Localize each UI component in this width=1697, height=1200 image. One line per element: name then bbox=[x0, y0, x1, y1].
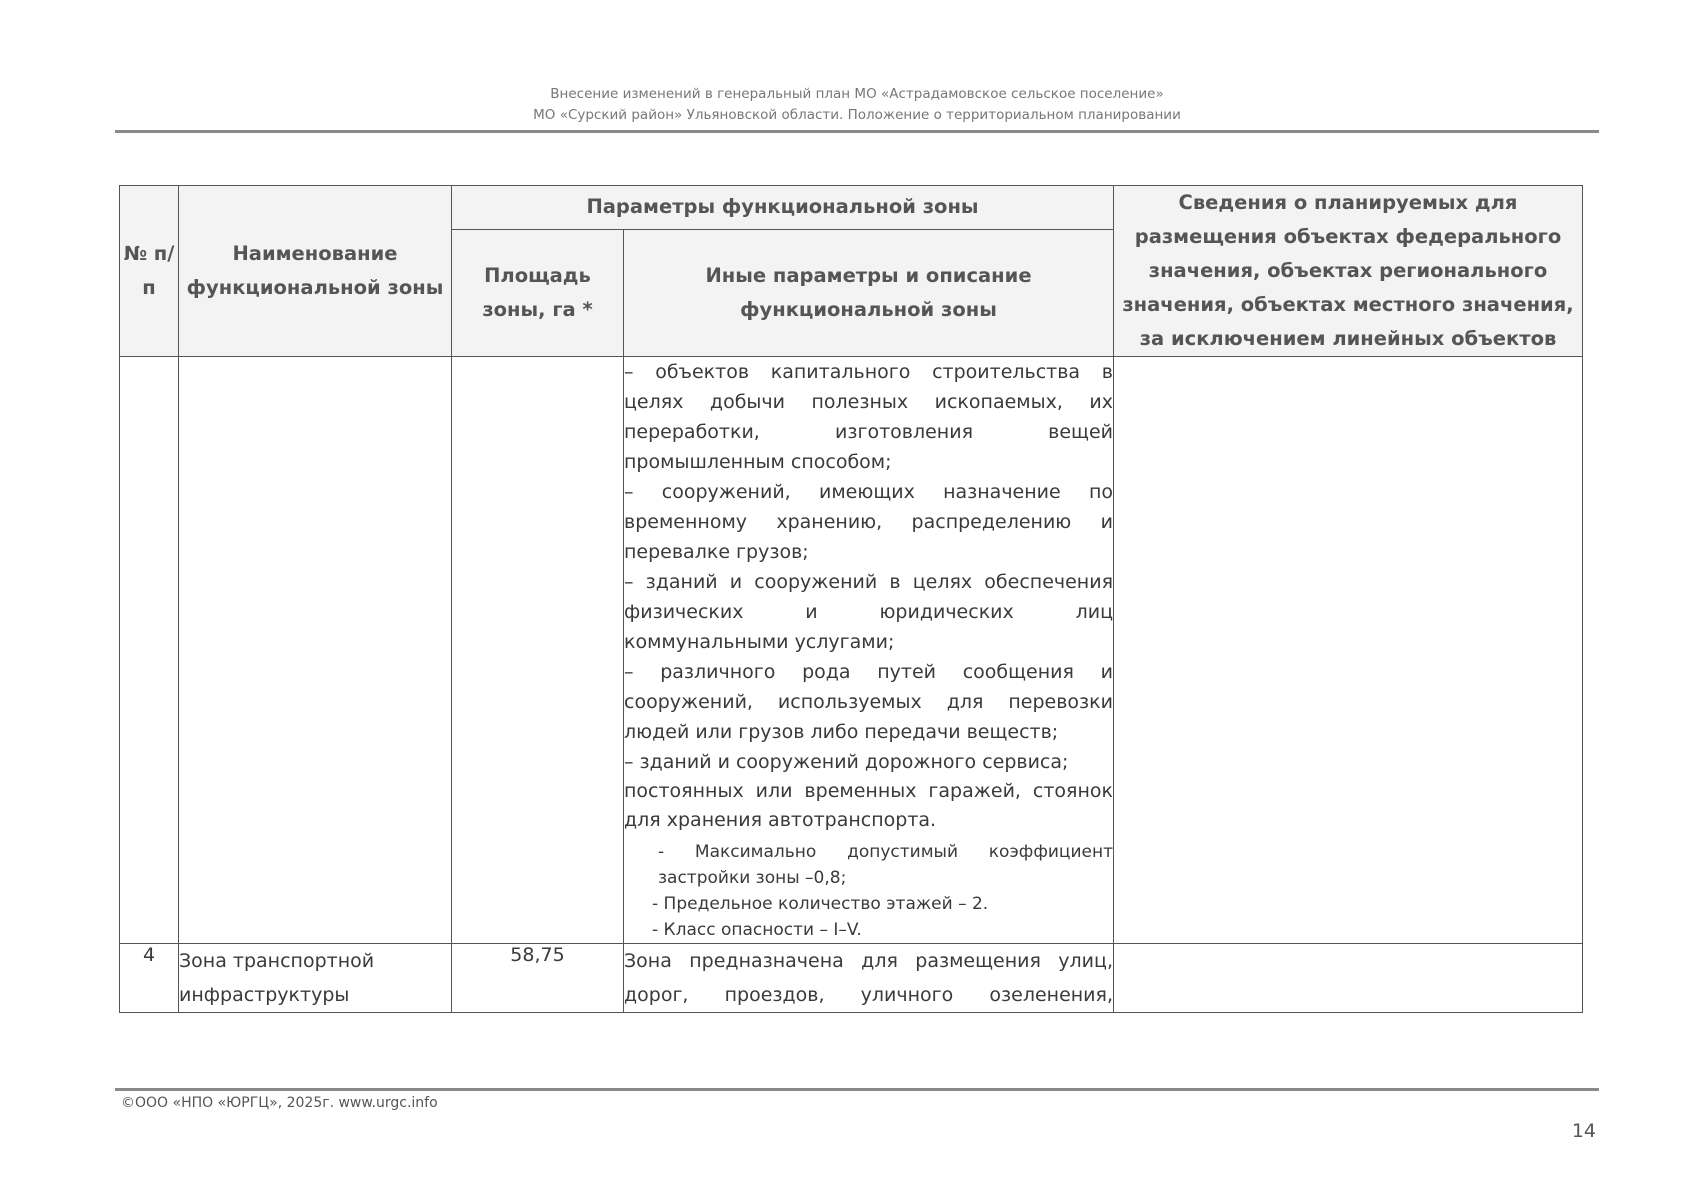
cell-area: 58,75 bbox=[452, 944, 624, 1013]
cell-name bbox=[179, 357, 452, 944]
header-area: Площадь зоны, га * bbox=[452, 229, 624, 356]
param-coefficient: - Максимально допустимый коэффициент застройки зоны –0,8; bbox=[658, 842, 1113, 888]
header-num: № п/п bbox=[120, 186, 179, 357]
header-zone-params: Параметры функциональной зоны bbox=[452, 186, 1114, 230]
cell-description bbox=[624, 357, 1114, 944]
footer-copyright: ©ООО «НПО «ЮРГЦ», 2025г. www.urgc.info bbox=[121, 1095, 438, 1111]
cell-num: 4 bbox=[120, 944, 179, 1013]
header-other-params: Иные параметры и описание функциональной зоны bbox=[624, 229, 1114, 356]
header-line-2: МО «Сурский район» Ульяновской области. Положение о территориальном планировании bbox=[533, 107, 1181, 123]
header-line-1: Внесение изменений в генеральный план МО «Астрадамовское сельское поселение» bbox=[550, 86, 1164, 102]
functional-zones-table bbox=[119, 185, 1583, 1013]
list-item: постоянных или временных гаражей, стоянок для хранения автотранспорта. bbox=[624, 780, 1113, 831]
list-item: – сооружений, имеющих назначение по временному хранению, распределению и перевалке грузов; bbox=[624, 481, 1113, 563]
header-divider bbox=[115, 130, 1599, 133]
cell-description bbox=[624, 944, 1114, 1013]
desc-line: Зона предназначена для размещения улиц, bbox=[624, 950, 1113, 972]
footer-divider bbox=[115, 1088, 1599, 1091]
header-zone-name: Наименование функциональной зоны bbox=[179, 186, 452, 357]
param-hazard-class: - Класс опасности – I–V. bbox=[652, 920, 862, 940]
param-floors: - Предельное количество этажей – 2. bbox=[652, 894, 989, 914]
list-item: – зданий и сооружений дорожного сервиса; bbox=[624, 751, 1069, 773]
cell-planned bbox=[1114, 357, 1583, 944]
table-row bbox=[120, 357, 1583, 944]
page-number: 14 bbox=[1571, 1120, 1596, 1142]
header-planned-objects: Сведения о планируемых для размещения объектах федерального значения, объектах регионального значения, объектах местного значения, за исключением линейных объектов bbox=[1114, 186, 1583, 357]
cell-num bbox=[120, 357, 179, 944]
table-row bbox=[120, 944, 1583, 1013]
list-item: – объектов капитального строительства в целях добычи полезных ископаемых, их переработки, изготовления вещей промышленным способом; bbox=[624, 361, 1113, 473]
desc-line: дорог, проездов, уличного озеленения, bbox=[624, 984, 1113, 1006]
cell-area bbox=[452, 357, 624, 944]
list-item: – различного рода путей сообщения и сооружений, используемых для перевозки людей или грузов либо передачи веществ; bbox=[624, 661, 1113, 743]
cell-planned bbox=[1114, 944, 1583, 1013]
list-item: – зданий и сооружений в целях обеспечения физических и юридических лиц коммунальными услугами; bbox=[624, 571, 1113, 653]
page-header bbox=[116, 84, 1598, 126]
cell-name: Зона транспортной инфраструктуры bbox=[179, 944, 452, 1013]
